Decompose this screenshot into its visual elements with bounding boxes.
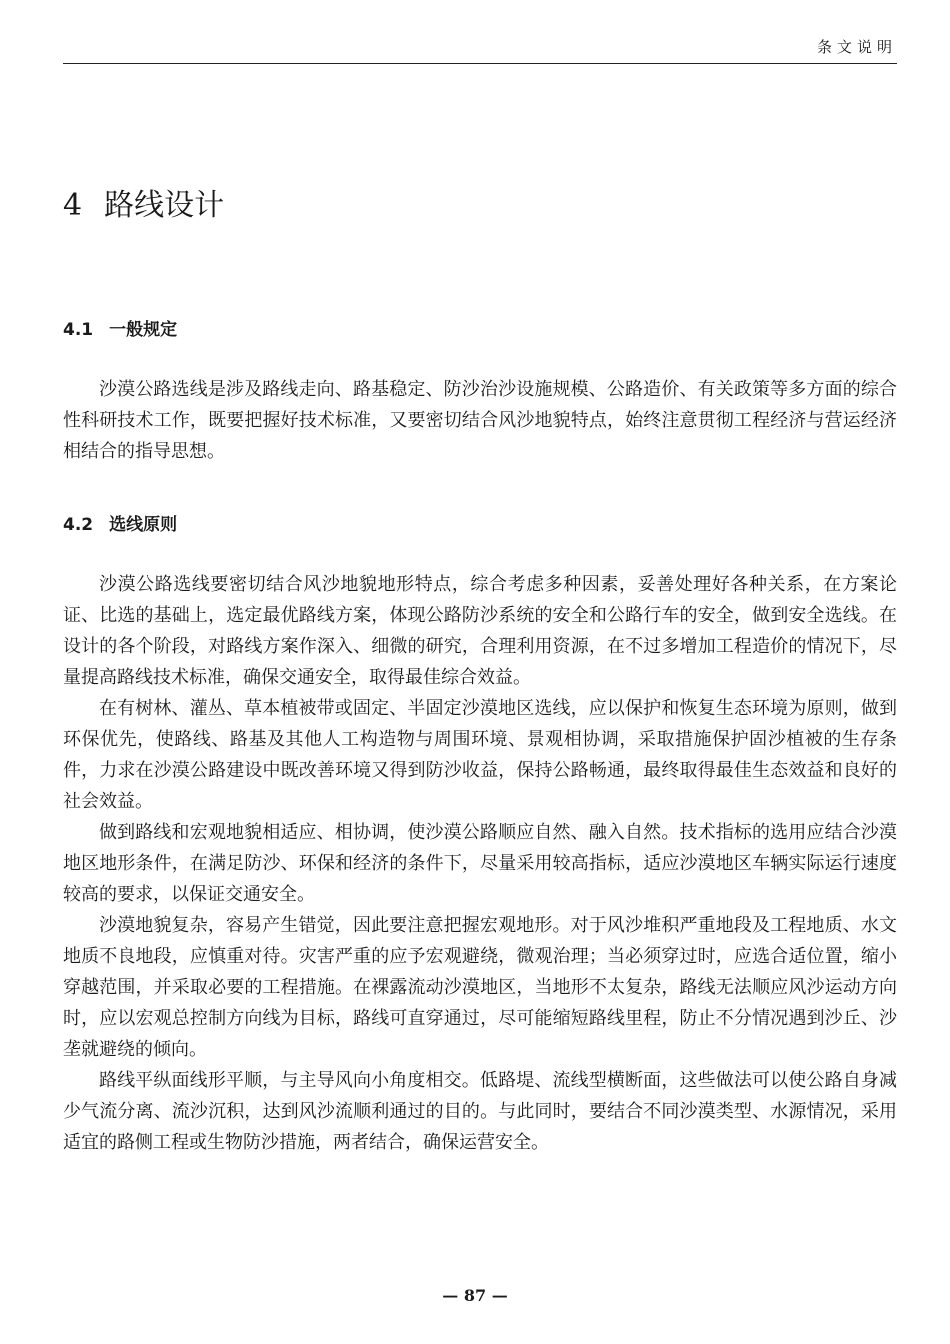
section-body-4-1 [63, 374, 897, 467]
section-body-4-2 [63, 569, 897, 1158]
running-header [63, 30, 897, 70]
paragraph: 路线平纵面线形平顺，与主导风向小角度相交。低路堤、流线型横断面，这些做法可以使公路自身减少气流分离、流沙沉积，达到风沙流顺利通过的目的。与此同时，要结合不同沙漠类型、水源情况，采用适宜的路侧工程或生物防沙措施，两者结合，确保运营安全。 [63, 1070, 897, 1153]
section-heading-4-2 [63, 510, 177, 535]
chapter-title [63, 180, 224, 224]
section-number: 4.1 [63, 320, 94, 340]
section-title: 选线原则 [109, 515, 178, 535]
page-number: — 87 — [442, 1286, 508, 1305]
paragraph: 沙漠公路选线是涉及路线走向、路基稳定、防沙治沙设施规模、公路造价、有关政策等多方面的综合性科研技术工作，既要把握好技术标准，又要密切结合风沙地貌特点，始终注意贯彻工程经济与营运经济相结合的指导思想。 [63, 379, 897, 462]
section-number: 4.2 [63, 515, 94, 535]
section-heading-4-1 [63, 315, 177, 340]
paragraph: 在有树林、灌丛、草本植被带或固定、半固定沙漠地区选线，应以保护和恢复生态环境为原则，做到环保优先，使路线、路基及其他人工构造物与周围环境、景观相协调，采取措施保护固沙植被的生存条件，力求在沙漠公路建设中既改善环境又得到防沙收益，保持公路畅通，最终取得最佳生态效益和良好的社会效益。 [63, 698, 897, 812]
paragraph: 做到路线和宏观地貌相适应、相协调，使沙漠公路顺应自然、融入自然。技术指标的选用应结合沙漠地区地形条件，在满足防沙、环保和经济的条件下，尽量采用较高指标，适应沙漠地区车辆实际运行速度较高的要求，以保证交通安全。 [63, 822, 897, 905]
paragraph: 沙漠地貌复杂，容易产生错觉，因此要注意把握宏观地形。对于风沙堆积严重地段及工程地质、水文地质不良地段，应慎重对待。灾害严重的应予宏观避绕，微观治理；当必须穿过时，应选合适位置，缩小穿越范围，并采取必要的工程措施。在裸露流动沙漠地区，当地形不太复杂，路线无法顺应风沙运动方向时，应以宏观总控制方向线为目标，路线可直穿通过，尽可能缩短路线里程，防止不分情况遇到沙丘、沙垄就避绕的倾向。 [63, 915, 897, 1060]
header-divider [63, 63, 897, 64]
paragraph: 沙漠公路选线要密切结合风沙地貌地形特点，综合考虑多种因素，妥善处理好各种关系，在方案论证、比选的基础上，选定最优路线方案，体现公路防沙系统的安全和公路行车的安全，做到安全选线。在设计的各个阶段，对路线方案作深入、细微的研究，合理利用资源，在不过多增加工程造价的情况下，尽量提高路线技术标准，确保交通安全，取得最佳综合效益。 [63, 574, 897, 688]
section-title: 一般规定 [109, 320, 178, 340]
running-header-label: 条文说明 [816, 38, 897, 56]
chapter-title-text: 路线设计 [104, 188, 225, 223]
chapter-number: 4 [63, 188, 83, 223]
